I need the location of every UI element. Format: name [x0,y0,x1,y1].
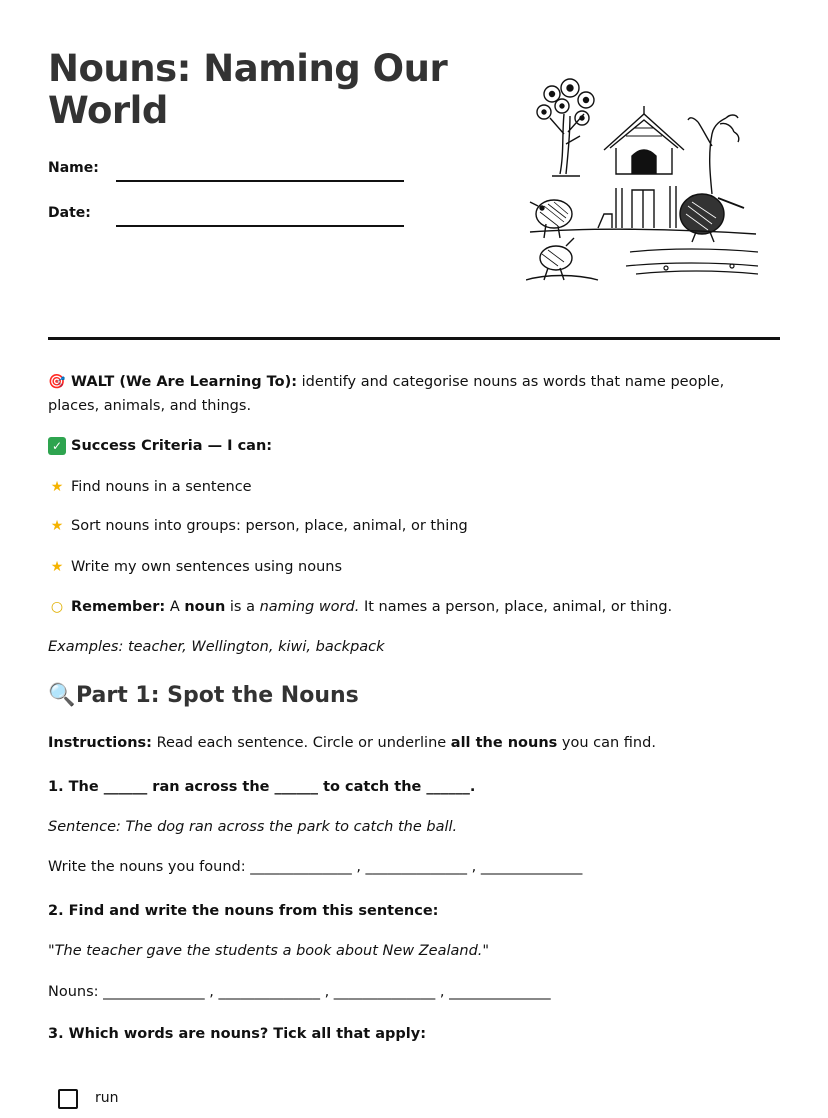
remember-text: is a [225,599,260,615]
remember-note [48,595,768,619]
success-item [48,555,768,579]
remember-italic-word: naming word. [259,599,360,615]
part1-heading [48,683,359,708]
success-item-text: Sort nouns into groups: person, place, animal, or thing [71,518,468,534]
walt-statement [48,370,768,418]
walt-label: WALT (We Are Learning To): [71,374,297,390]
question-1: 1. The ______ ran across the ______ to catch the ______. [48,779,476,795]
magnifier-icon: 🔍 [48,683,76,708]
river-icon [626,249,758,274]
question-2: 2. Find and write the nouns from this sentence: [48,903,439,919]
date-line [116,225,404,227]
success-item-text: Write my own sentences using nouns [71,559,343,575]
nz-scene-illustration [526,74,762,288]
kiwi-bird-icon [680,194,744,242]
instructions-label: Instructions: [48,735,152,751]
remember-label: Remember: [71,599,166,615]
gate-icon [598,186,676,228]
target-icon: 🎯 [48,374,66,390]
checkbox-label: run [95,1090,119,1106]
small-kiwi-bird-icon [526,238,598,280]
question-2-answer[interactable]: Nouns: ______________ , ______________ , ______________ , ______________ [48,984,551,1000]
name-label: Name: [48,160,99,176]
check-icon: ✓ [48,437,66,455]
name-line [116,180,404,182]
question-3: 3. Which words are nouns? Tick all that apply: [48,1026,427,1042]
remember-text: A [165,599,185,615]
kiwi-bird-icon [530,200,572,238]
success-item [48,514,768,538]
success-criteria-heading [48,434,768,458]
star-icon: ★ [50,479,64,495]
part1-heading-text: Part 1: Spot the Nouns [76,683,359,708]
examples-line: Examples: teacher, Wellington, kiwi, backpack [48,639,385,655]
remember-text: It names a person, place, animal, or thing. [359,599,673,615]
instructions-text: Read each sentence. Circle or underline [151,735,451,751]
ground-line [530,229,756,234]
success-item-text: Find nouns in a sentence [71,479,252,495]
star-icon: ★ [50,518,64,534]
remember-bold-word: noun [184,599,226,615]
bare-tree-icon [688,115,739,194]
instructions [48,731,768,755]
success-heading-text: Success Criteria — I can: [71,438,273,454]
question-2-sentence: "The teacher gave the students a book about New Zealand." [48,943,490,959]
question-1-sentence: Sentence: The dog ran across the park to catch the ball. [48,819,458,835]
section-divider [48,337,780,340]
page-title: Nouns: Naming Our World [48,47,448,132]
question-1-answer[interactable]: Write the nouns you found: ______________ , ______________ , ______________ [48,859,583,875]
instructions-bold: all the nouns [450,735,558,751]
date-label: Date: [48,205,91,221]
walt-text: identify and categorise nouns as words that name people, places, animals, and things. [48,374,725,414]
tree-icon [537,79,594,176]
star-icon: ★ [50,559,64,575]
instructions-text: you can find. [557,735,656,751]
success-item [48,475,768,499]
wharenui-icon [604,106,684,174]
lightbulb-icon: ○ [50,599,64,615]
checkbox[interactable] [58,1089,78,1109]
